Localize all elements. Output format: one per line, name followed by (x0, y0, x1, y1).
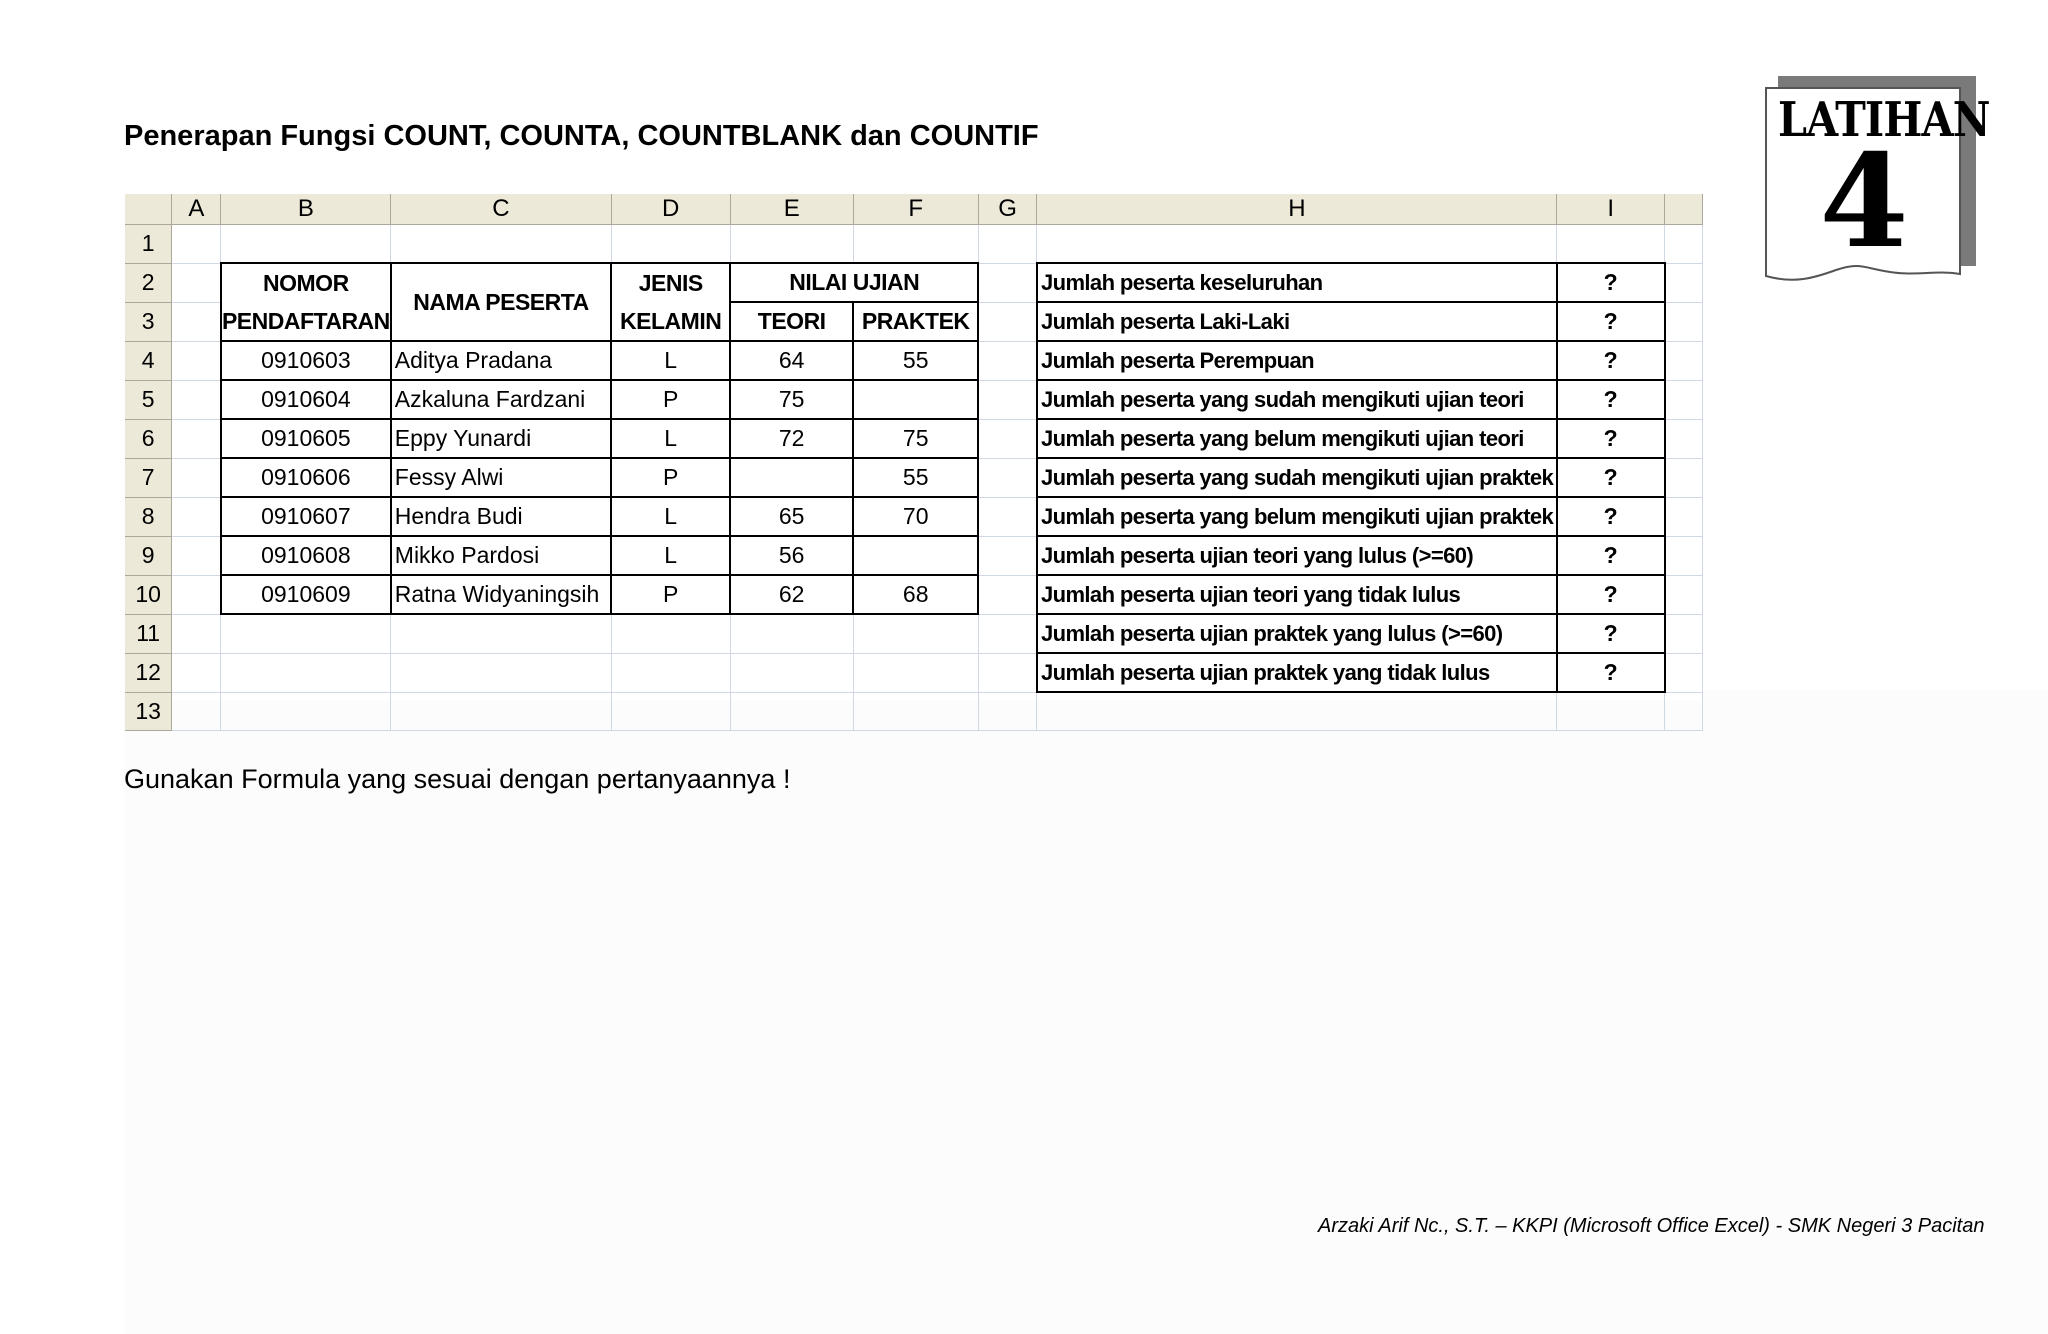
cell[interactable] (172, 575, 221, 614)
header-jenis[interactable]: JENIS (611, 263, 730, 302)
cell[interactable] (978, 653, 1037, 692)
nomor-cell[interactable]: 0910603 (221, 341, 391, 380)
cell[interactable] (853, 614, 978, 653)
cell[interactable] (1665, 497, 1703, 536)
cell[interactable] (172, 536, 221, 575)
cell[interactable] (172, 263, 221, 302)
badge-label: LATIHAN (1778, 92, 1990, 148)
cell[interactable] (1557, 692, 1665, 731)
cell[interactable] (1665, 380, 1703, 419)
cell[interactable] (221, 614, 391, 653)
praktek-cell[interactable]: 55 (853, 341, 978, 380)
header-kelamin[interactable]: KELAMIN (611, 302, 730, 341)
cell[interactable] (730, 653, 853, 692)
column-header-c[interactable]: C (391, 194, 611, 225)
cell[interactable] (172, 302, 221, 341)
praktek-cell[interactable]: 68 (853, 575, 978, 614)
answer-cell[interactable]: ? (1557, 419, 1665, 458)
cell[interactable] (978, 380, 1037, 419)
cell[interactable] (730, 614, 853, 653)
row-header[interactable]: 12 (125, 653, 172, 692)
question-cell[interactable]: Jumlah peserta ujian teori yang lulus (>=60) (1037, 536, 1557, 575)
cell[interactable] (1665, 614, 1703, 653)
cell[interactable] (730, 692, 853, 731)
answer-cell[interactable]: ? (1557, 302, 1665, 341)
cell[interactable] (1665, 419, 1703, 458)
teori-cell[interactable] (730, 458, 853, 497)
cell[interactable] (730, 225, 853, 264)
cell[interactable] (172, 225, 221, 264)
cell[interactable] (172, 380, 221, 419)
cell[interactable] (1665, 225, 1703, 264)
cell[interactable] (172, 458, 221, 497)
cell[interactable] (221, 653, 391, 692)
column-header-b[interactable]: B (221, 194, 391, 225)
cell[interactable] (1665, 341, 1703, 380)
cell[interactable] (853, 225, 978, 264)
answer-cell[interactable]: ? (1557, 497, 1665, 536)
cell[interactable] (172, 653, 221, 692)
header-pendaftaran[interactable]: PENDAFTARAN (221, 302, 391, 341)
teori-cell[interactable]: 56 (730, 536, 853, 575)
question-cell[interactable]: Jumlah peserta ujian praktek yang lulus (>=60) (1037, 614, 1557, 653)
row-header[interactable]: 6 (125, 419, 172, 458)
question-cell[interactable]: Jumlah peserta yang belum mengikuti ujian praktek (1037, 497, 1557, 536)
praktek-cell[interactable] (853, 536, 978, 575)
answer-cell[interactable]: ? (1557, 341, 1665, 380)
cell[interactable] (221, 692, 391, 731)
cell[interactable] (1665, 575, 1703, 614)
badge-number: 4 (1819, 127, 1909, 277)
nama-cell[interactable]: Eppy Yunardi (391, 419, 611, 458)
cell[interactable] (391, 614, 611, 653)
column-header-g[interactable]: G (978, 194, 1037, 225)
answer-cell[interactable]: ? (1557, 614, 1665, 653)
cell[interactable] (611, 614, 730, 653)
jk-cell[interactable]: P (611, 458, 730, 497)
jk-cell[interactable]: L (611, 419, 730, 458)
nomor-cell[interactable]: 0910609 (221, 575, 391, 614)
cell[interactable] (978, 225, 1037, 264)
cell[interactable] (1665, 536, 1703, 575)
cell[interactable] (391, 225, 611, 264)
cell[interactable] (391, 653, 611, 692)
cell[interactable] (978, 419, 1037, 458)
question-cell[interactable]: Jumlah peserta keseluruhan (1037, 263, 1557, 302)
teori-cell[interactable]: 64 (730, 341, 853, 380)
jk-cell[interactable]: P (611, 575, 730, 614)
cell[interactable] (172, 341, 221, 380)
praktek-cell[interactable]: 70 (853, 497, 978, 536)
cell[interactable] (1665, 653, 1703, 692)
teori-cell[interactable]: 65 (730, 497, 853, 536)
row-header[interactable]: 7 (125, 458, 172, 497)
cell[interactable] (172, 614, 221, 653)
teori-cell[interactable]: 75 (730, 380, 853, 419)
cell[interactable] (978, 692, 1037, 731)
page-title: Penerapan Fungsi COUNT, COUNTA, COUNTBLANK dan COUNTIF (124, 120, 1039, 152)
cell[interactable] (1665, 692, 1703, 731)
cell[interactable] (1557, 225, 1665, 264)
question-cell[interactable]: Jumlah peserta yang sudah mengikuti ujian praktek (1037, 458, 1557, 497)
cell[interactable] (978, 302, 1037, 341)
cell[interactable] (1037, 225, 1557, 264)
header-nomor[interactable]: NOMOR (221, 263, 391, 302)
question-cell[interactable]: Jumlah peserta ujian teori yang tidak lulus (1037, 575, 1557, 614)
cell[interactable] (978, 614, 1037, 653)
cell[interactable] (1037, 692, 1557, 731)
praktek-cell[interactable] (853, 380, 978, 419)
cell[interactable] (611, 225, 730, 264)
column-header-f[interactable]: F (853, 194, 978, 225)
praktek-cell[interactable]: 75 (853, 419, 978, 458)
row-header[interactable]: 10 (125, 575, 172, 614)
cell[interactable] (172, 419, 221, 458)
nomor-cell[interactable]: 0910606 (221, 458, 391, 497)
cell[interactable] (978, 536, 1037, 575)
spreadsheet (125, 194, 1703, 724)
row-header[interactable]: 5 (125, 380, 172, 419)
row-header[interactable]: 8 (125, 497, 172, 536)
column-header-i[interactable]: I (1557, 194, 1665, 225)
instruction-text: Gunakan Formula yang sesuai dengan pertanyaannya ! (124, 764, 791, 794)
cell[interactable] (978, 458, 1037, 497)
nama-cell[interactable]: Fessy Alwi (391, 458, 611, 497)
column-header-blank (1665, 194, 1703, 225)
cell[interactable] (853, 653, 978, 692)
answer-cell[interactable]: ? (1557, 380, 1665, 419)
row-header[interactable]: 4 (125, 341, 172, 380)
nama-cell[interactable]: Ratna Widyaningsih (391, 575, 611, 614)
nomor-cell[interactable]: 0910605 (221, 419, 391, 458)
footer-credit: Arzaki Arif Nc., S.T. – KKPI (Microsoft Office Excel) - SMK Negeri 3 Pacitan (1318, 1215, 1985, 1237)
nomor-cell[interactable]: 0910607 (221, 497, 391, 536)
praktek-cell[interactable]: 55 (853, 458, 978, 497)
answer-cell[interactable]: ? (1557, 575, 1665, 614)
jk-cell[interactable]: P (611, 380, 730, 419)
row-header[interactable]: 13 (125, 692, 172, 731)
question-cell[interactable]: Jumlah peserta Perempuan (1037, 341, 1557, 380)
cell[interactable] (172, 497, 221, 536)
row-header[interactable]: 3 (125, 302, 172, 341)
answer-cell[interactable]: ? (1557, 263, 1665, 302)
column-header-d[interactable]: D (611, 194, 730, 225)
cell[interactable] (978, 575, 1037, 614)
header-praktek[interactable]: PRAKTEK (853, 302, 978, 341)
cell[interactable] (1665, 458, 1703, 497)
corner-cell[interactable] (125, 194, 172, 225)
row-header[interactable]: 1 (125, 225, 172, 264)
cell[interactable] (391, 692, 611, 731)
nomor-cell[interactable]: 0910608 (221, 536, 391, 575)
column-header-a[interactable]: A (172, 194, 221, 225)
cell[interactable] (172, 692, 221, 731)
answer-cell[interactable]: ? (1557, 536, 1665, 575)
header-nilai-ujian[interactable]: NILAI UJIAN (730, 263, 978, 302)
column-header-h[interactable]: H (1037, 194, 1557, 225)
cell[interactable] (978, 341, 1037, 380)
cell[interactable] (1665, 302, 1703, 341)
nama-cell[interactable]: Azkaluna Fardzani (391, 380, 611, 419)
cell[interactable] (978, 497, 1037, 536)
cell[interactable] (853, 692, 978, 731)
column-header-e[interactable]: E (730, 194, 853, 225)
answer-cell[interactable]: ? (1557, 653, 1665, 692)
nama-cell[interactable]: Mikko Pardosi (391, 536, 611, 575)
cell[interactable] (611, 653, 730, 692)
question-cell[interactable]: Jumlah peserta ujian praktek yang tidak lulus (1037, 653, 1557, 692)
answer-cell[interactable]: ? (1557, 458, 1665, 497)
cell[interactable] (1665, 263, 1703, 302)
row-header[interactable]: 11 (125, 614, 172, 653)
jk-cell[interactable]: L (611, 341, 730, 380)
cell[interactable] (611, 692, 730, 731)
row-header[interactable]: 9 (125, 536, 172, 575)
teori-cell[interactable]: 62 (730, 575, 853, 614)
question-cell[interactable]: Jumlah peserta yang belum mengikuti ujian teori (1037, 419, 1557, 458)
question-cell[interactable]: Jumlah peserta yang sudah mengikuti ujian teori (1037, 380, 1557, 419)
teori-cell[interactable]: 72 (730, 419, 853, 458)
question-cell[interactable]: Jumlah peserta Laki-Laki (1037, 302, 1557, 341)
cell[interactable] (221, 225, 391, 264)
header-nama-peserta[interactable]: NAMA PESERTA (391, 263, 611, 341)
cell[interactable] (978, 263, 1037, 302)
nomor-cell[interactable]: 0910604 (221, 380, 391, 419)
row-header[interactable]: 2 (125, 263, 172, 302)
nama-cell[interactable]: Aditya Pradana (391, 341, 611, 380)
nama-cell[interactable]: Hendra Budi (391, 497, 611, 536)
jk-cell[interactable]: L (611, 536, 730, 575)
header-teori[interactable]: TEORI (730, 302, 853, 341)
jk-cell[interactable]: L (611, 497, 730, 536)
